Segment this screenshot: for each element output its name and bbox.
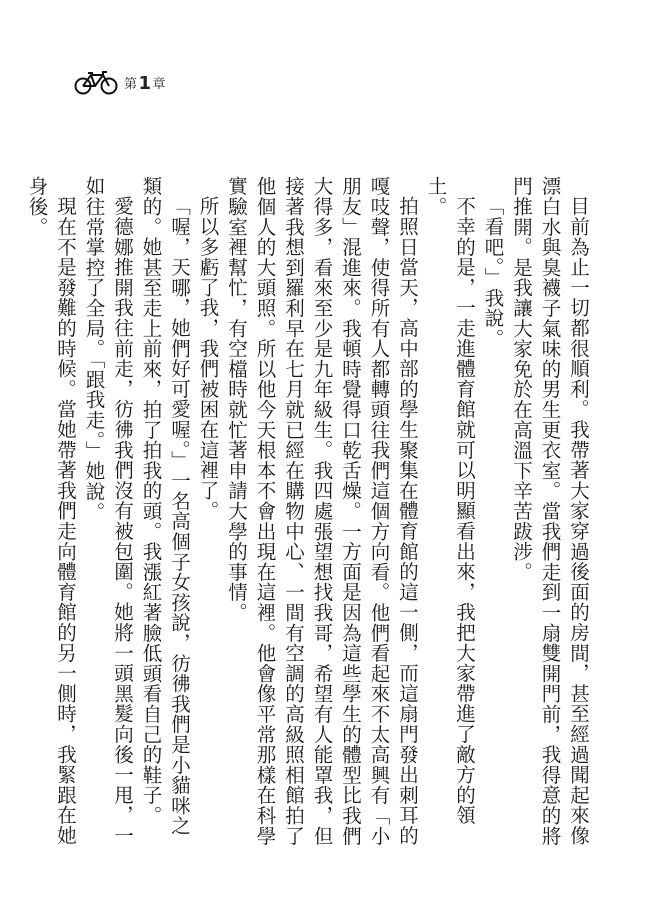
paragraph: 「喔，天哪，她們好可愛喔。」一名高個子女孩說，彷彿我們是小貓咪之類的。她甚至走上前來，拍了拍我的頭。我漲紅著臉低頭看自己的鞋子。 <box>139 176 191 836</box>
chapter-number: 1 <box>138 72 152 94</box>
bicycle-icon <box>74 71 118 95</box>
paragraph: 現在不是發難的時候。當她帶著我們走向體育館的另一側時，我緊跟在她身後。 <box>25 176 77 846</box>
paragraph: 目前為止一切都很順利。我帶著大家穿過後面的房間，甚至經過聞起來像漂白水與臭襪子氣味的男生更衣室。當我們走到一扇雙開門前，我得意的將門推開。是我讓大家免於在高溫下辛苦跋涉。 <box>510 176 590 846</box>
chapter-prefix: 第 <box>124 76 138 92</box>
paragraph: 拍照日當天，高中部的學生聚集在體育館的這一側，而這扇門發出刺耳的嘎吱聲，使得所有人都轉頭往我們這個方向看。他們看起來不太高興有「小朋友」混進來。我頓時覺得口乾舌燥。一方面是因為這些學生的體型比我們大得多，看來至少是九年級生。我四處張望想找我哥，希望有人能罩我，但接著我想到羅利早在七月就已經在購物中心、一間有空調的高級照相館拍了他個人的大頭照。所以他今天根本不會出現在這裡。他會像平常那樣在科學實驗室裡幫忙，有空檔時就忙著申請大學的事情。 <box>225 176 419 846</box>
paragraph: 「看吧。」我說。 <box>481 195 505 349</box>
paragraph: 不幸的是，一走進體育館就可以明顯看出來，我把大家帶進了敵方的領土。 <box>424 176 476 825</box>
chapter-body <box>25 176 592 852</box>
paragraph: 愛德娜推開我往前走，彷彿我們沒有被包圍。她將一頭黑髮向後一甩，一如往常掌控了全局。「跟我走。」她說。 <box>82 176 134 846</box>
chapter-label <box>124 73 166 94</box>
chapter-header <box>74 70 166 96</box>
chapter-suffix: 章 <box>152 76 167 92</box>
paragraph: 所以多虧了我，我們被困在這裡了。 <box>196 195 220 521</box>
